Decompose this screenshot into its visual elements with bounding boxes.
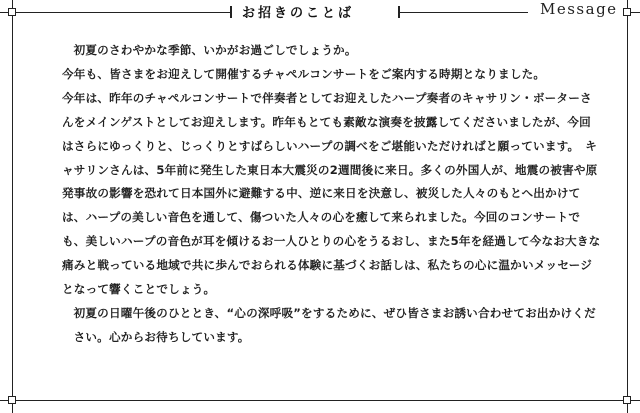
corner-bottom-right xyxy=(623,396,631,404)
right-rule xyxy=(627,0,628,413)
message-paragraph: 初夏の日曜午後のひととき、“心の深呼吸”をするために、ぜひ皆さまお誘い合わせてお出かけください。心からお待ちしています。 xyxy=(73,305,596,344)
title-bracket-left xyxy=(230,6,232,18)
message-paragraph: 初夏のさわやかな季節、いかがお過ごしでしょうか。 xyxy=(73,43,357,57)
corner-top-right xyxy=(623,8,631,16)
message-body xyxy=(62,39,602,350)
top-rule-left xyxy=(0,12,230,13)
bottom-rule xyxy=(0,400,640,401)
page-title: お招きのことば xyxy=(236,2,360,21)
message-paragraph: 今年も、皆さまをお迎えして開催するチャペルコンサートをご案内する時期となりました。 xyxy=(62,66,546,81)
corner-top-left xyxy=(8,8,16,16)
corner-bottom-left xyxy=(8,396,16,404)
message-paragraph: 今年は、昨年のチャペルコンサートで伴奏者としてお迎えしたハープ奏者のキャサリン・ボーターさんをメインゲストとしてお迎えします。昨年もとても素敵な演奏を披露してくださいましたが、今回はさらにゆっくりと、じっくりとすばらしいハープの調べをご堪能いただければと願っています。 キャサリンさんは、5年前に発生した東日本大震災の2週間後に来日。多くの外国人が、地震の被害や原発事故の影響を恐れて日本国外に避難する中、逆に来日を決意し、被災した人々のもとへ出かけては、ハープの美しい音色を通して、傷ついた人々の心を癒して来られました。今回のコンサートでも、美しいハープの音色が耳を傾けるお一人ひとりの心をうるおし、また5年を経過して今なお大きな痛みと戦っている地域で共に歩んでおられる体験に基づくお話しは、私たちの心に温かいメッセージとなって響くことでしょう。 xyxy=(62,90,601,297)
top-rule-right xyxy=(400,12,528,13)
title-bracket-right xyxy=(398,6,400,18)
left-rule xyxy=(12,0,13,413)
page-subtitle: Message xyxy=(536,0,622,18)
